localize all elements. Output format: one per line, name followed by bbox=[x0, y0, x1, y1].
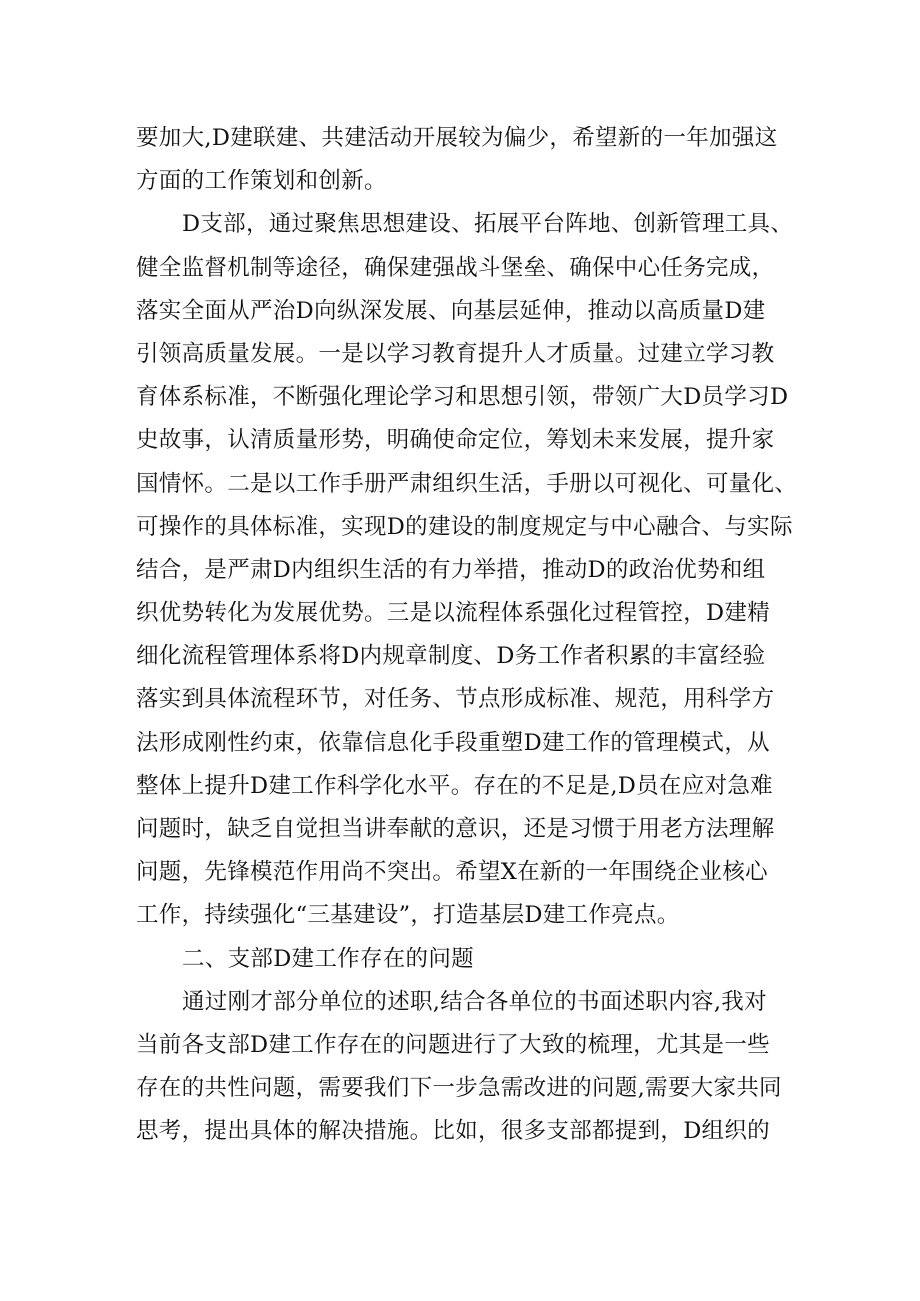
text-line: 育体系标准，不断强化理论学习和思想引领，带领广大D员学习D bbox=[136, 384, 789, 411]
text-line: 要加大,D建联建、共建活动开展较为偏少，希望新的一年加强这 bbox=[136, 125, 778, 151]
text-line: 史故事，认清质量形势，明确使命定位，筹划未来发展，提升家 bbox=[136, 427, 775, 454]
text-line: 当前各支部D建工作存在的问题进行了大致的梳理，尤其是一些 bbox=[136, 1031, 770, 1058]
text-line: 工作，持续强化“三基建设”，打造基层D建工作亮点。 bbox=[136, 902, 680, 929]
text-line: 可操作的具体标准，实现D的建设的制度规定与中心融合、与实际 bbox=[136, 513, 793, 540]
text-line: 问题时，缺乏自觉担当讲奉献的意识，还是习惯于用老方法理解 bbox=[136, 816, 775, 842]
text-line: 落实全面从严治D向纵深发展、向基层延伸，推动以高质量D建 bbox=[136, 297, 766, 324]
text-line: 问题，先锋模范作用尚不突出。希望X在新的一年围绕企业核心 bbox=[136, 859, 768, 886]
text-line: D支部，通过聚焦思想建设、拓展平台阵地、创新管理工具、 bbox=[182, 211, 794, 238]
document-body bbox=[136, 117, 836, 1154]
text-line: 存在的共性问题，需要我们下一步急需改进的问题,需要大家共同 bbox=[136, 1075, 782, 1102]
text-line: 法形成刚性约束，依靠信息化手段重塑D建工作的管理模式，从 bbox=[136, 729, 770, 756]
text-line: 落实到具体流程环节，对任务、节点形成标准、规范，用科学方 bbox=[136, 686, 775, 713]
text-line: 细化流程管理体系将D内规章制度、D务工作者积累的丰富经验 bbox=[136, 643, 766, 670]
text-line: 织优势转化为发展优势。三是以流程体系强化过程管控，D建精 bbox=[136, 600, 770, 627]
text-line: 健全监督机制等途径，确保建强战斗堡垒、确保中心任务完成， bbox=[136, 254, 775, 281]
text-line: 通过刚才部分单位的述职,结合各单位的书面述职内容,我对 bbox=[182, 988, 767, 1015]
text-line: 思考，提出具体的解决措施。比如，很多支部都提到，D组织的 bbox=[136, 1118, 770, 1145]
text-line: 引领高质量发展。一是以学习教育提升人才质量。过建立学习教 bbox=[136, 340, 775, 367]
text-line: 整体上提升D建工作科学化水平。存在的不足是,D员在应对急难 bbox=[136, 772, 773, 799]
text-line: 结合，是严肃D内组织生活的有力举措，推动D的政治优势和组 bbox=[136, 556, 766, 583]
section-heading: 二、支部D建工作存在的问题 bbox=[182, 945, 474, 972]
text-line: 国情怀。二是以工作手册严肃组织生活，手册以可视化、可量化、 bbox=[136, 470, 798, 497]
text-line: 方面的工作策划和创新。 bbox=[136, 168, 387, 195]
